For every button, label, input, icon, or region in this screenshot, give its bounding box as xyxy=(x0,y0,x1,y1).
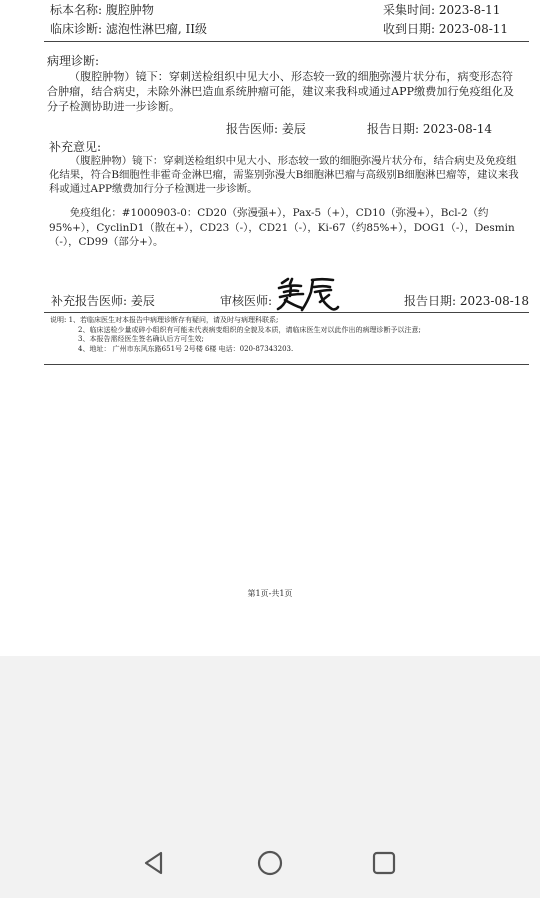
recents-icon xyxy=(371,850,397,876)
supplement-title: 补充意见: xyxy=(49,140,102,154)
note-line: 4、地址： 广州市东风东路651号 2号楼 6楼 电话：020-87343203. xyxy=(78,344,294,353)
report-date: 报告日期: 2023-08-14 xyxy=(367,122,493,136)
collect-time: 采集时间: 2023-8-11 xyxy=(383,3,501,17)
back-button[interactable] xyxy=(130,839,178,887)
signature-divider xyxy=(44,312,529,313)
header-divider xyxy=(44,41,529,42)
reviewer-signature-icon xyxy=(276,276,340,312)
supplement-doctor: 补充报告医师: 姜辰 xyxy=(51,294,155,308)
notes-block xyxy=(50,316,532,354)
recents-button[interactable] xyxy=(360,839,408,887)
viewer-background xyxy=(0,656,540,827)
note-line: 说明: 1、若临床医生对本报告中病理诊断存有疑问，请及时与病理科联系; xyxy=(50,316,279,324)
pathology-text: （腹腔肿物）镜下：穿刺送检组织中见大小、形态较一致的细胞弥漫片状分布，病变形态符合肿瘤，结合病史，未除外淋巴造血系统肿瘤可能，建议来我科或通过APP缴费加行免疫组化及分子检测协助进一步诊断。 xyxy=(47,70,515,113)
note-line: 2、临床送检少量或碎小组织有可能未代表病变组织的全貌及本质，请临床医生对以此作出的病理诊断予以注意; xyxy=(78,325,421,334)
clinical-diagnosis: 临床诊断: 滤泡性淋巴瘤, II级 xyxy=(50,22,207,36)
report-doctor: 报告医师: 姜辰 xyxy=(226,122,306,136)
supplement-text: （腹腔肿物）镜下：穿刺送检组织中见大小、形态较一致的细胞弥漫片状分布，结合病史及免疫组化结果，符合B细胞性非霍奇金淋巴瘤，需鉴别弥漫大B细胞淋巴瘤与高级别B细胞淋巴瘤等，建议来我科或通过APP缴费加行分子检测进一步诊断。 xyxy=(49,155,519,195)
notes-divider xyxy=(44,364,529,365)
received-date: 收到日期: 2023-08-11 xyxy=(383,22,509,36)
reviewer-label: 审核医师: xyxy=(220,294,273,308)
home-button[interactable] xyxy=(246,839,294,887)
home-icon xyxy=(256,849,284,877)
page-indicator: 第1页-共1页 xyxy=(247,589,293,598)
back-icon xyxy=(141,850,167,876)
specimen-name: 标本名称: 腹腔肿物 xyxy=(50,3,154,17)
pathology-title: 病理诊断: xyxy=(47,54,100,68)
system-navigation-bar xyxy=(0,827,540,898)
supplement-report-date: 报告日期: 2023-08-18 xyxy=(404,294,530,308)
note-line: 3、本报告需经医生签名确认后方可生效; xyxy=(78,335,204,344)
ihc-text: 免疫组化：#1000903-0：CD20（弥漫强+），Pax-5（+），CD10（弥漫+），Bcl-2（约95%+），CyclinD1（散在+），CD23（-），CD21（-），Ki-67（约85%+），DOG1（-），Desmin（-），CD99（部分+）。 xyxy=(49,207,515,248)
